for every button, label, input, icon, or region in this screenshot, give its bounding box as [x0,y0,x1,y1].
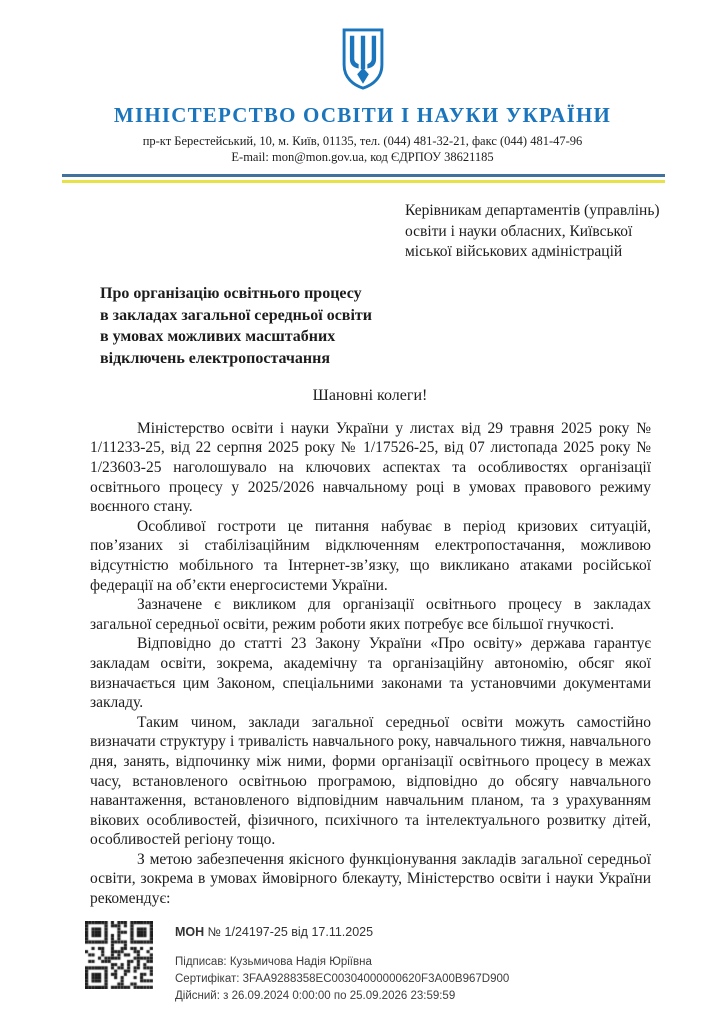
subject-line: в умовах можливих масштабних [100,328,336,346]
subject-block [100,283,725,370]
contact-block [0,133,725,165]
address-line: пр-кт Берестейський, 10, м. Київ, 01135, тел. (044) 481-32-21, факс (044) 481-47-96 [142,134,583,148]
body-paragraph: Таким чином, заклади загальної середньої освіти можуть самостійно визначати структуру і тривалість навчального року, навчального тижня, навчального дня, занять, відпочинку між ними, форми організації освітнього процесу в межах часу, встановленого освітньою програмою, відповідно до обсягу навчального навантаження, встановленого відповідним навчальним планом, та з урахуванням вікових особливостей, фізичного, психічного та інтелектуального розвитку дітей, особливостей регіону тощо. [90,713,651,849]
body-paragraph: Зазначене є викликом для організації освітнього процесу в закладах загальної середньої освіти, режим роботи яких потребує все більшої гнучкості. [90,596,651,633]
emblem-container [0,0,725,96]
certificate-line: Сертифікат: 3FAA9288358EC00304000000620F3A00B967D900 [175,973,510,985]
letter-body [90,419,651,909]
signature-stamp [85,921,509,1005]
body-paragraph: Міністерство освіти і науки України у листах від 29 травня 2025 року № 1/11233-25, від 22 серпня 2025 року № 1/17526-25, від 07 листопада 2025 року № 1/23603-25 наголошувало на ключових аспектах та особливостях організації освітнього процесу у 2025/2026 навчальному році в умовах правового режиму воєнного стану. [90,419,651,516]
ukraine-trident-emblem-icon [339,27,387,91]
qr-code [85,921,153,989]
signature-details [175,954,509,1005]
recipient-line: міської військових адміністрацій [405,243,623,261]
subject-line: Про організацію освітнього процесу [100,284,362,302]
recipient-line: освіти і науки обласних, Київської [405,222,633,240]
letterhead [0,0,725,183]
stamp-text-block [175,921,509,1005]
doc-ref-number: № 1/24197-25 від 17.11.2025 [207,925,374,939]
validity-line: Дійсний: з 26.09.2024 0:00:00 по 25.09.2026 23:59:59 [175,990,456,1002]
body-paragraph: Особливої гостроти це питання набуває в період кризових ситуацій, пов’язаних зі стабілізаційним відключенням електропостачання, можливою відсутністю мобільного та Інтернет-зв’язку, що викликано атаками російської федерації на об’єкти енергосистеми України. [90,517,651,594]
signed-by-line: Підписав: Кузьмичова Надія Юріївна [175,956,372,968]
divider-blue-bar [62,174,665,177]
email-edrpou-line: E-mail: mon@mon.gov.ua, код ЄДРПОУ 38621185 [231,150,494,164]
body-paragraph: З метою забезпечення якісного функціонування закладів загальної середньої освіти, зокрема в умовах ймовірного блекауту, Міністерство освіти і науки України рекомендує: [90,850,651,908]
recipient-block [405,201,725,263]
body-paragraph: Відповідно до статті 23 Закону України «Про освіту» держава гарантує закладам освіти, зокрема, академічну та організаційну автономію, обсяг якої визначається цим Законом, спеціальними законами та установчими документами закладу. [90,635,651,712]
divider-yellow-bar [62,180,665,183]
ministry-name: МІНІСТЕРСТВО ОСВІТИ І НАУКИ УКРАЇНИ [113,103,612,127]
flag-divider [62,174,665,183]
doc-ref-org: МОН [175,925,205,939]
document-reference [175,925,509,939]
subject-line: в закладах загальної середньої освіти [100,306,372,324]
recipient-line: Керівникам департаментів (управлінь) [405,202,660,219]
greeting: Шановні колеги! [312,386,428,404]
subject-line: відключень електропостачання [100,350,330,368]
